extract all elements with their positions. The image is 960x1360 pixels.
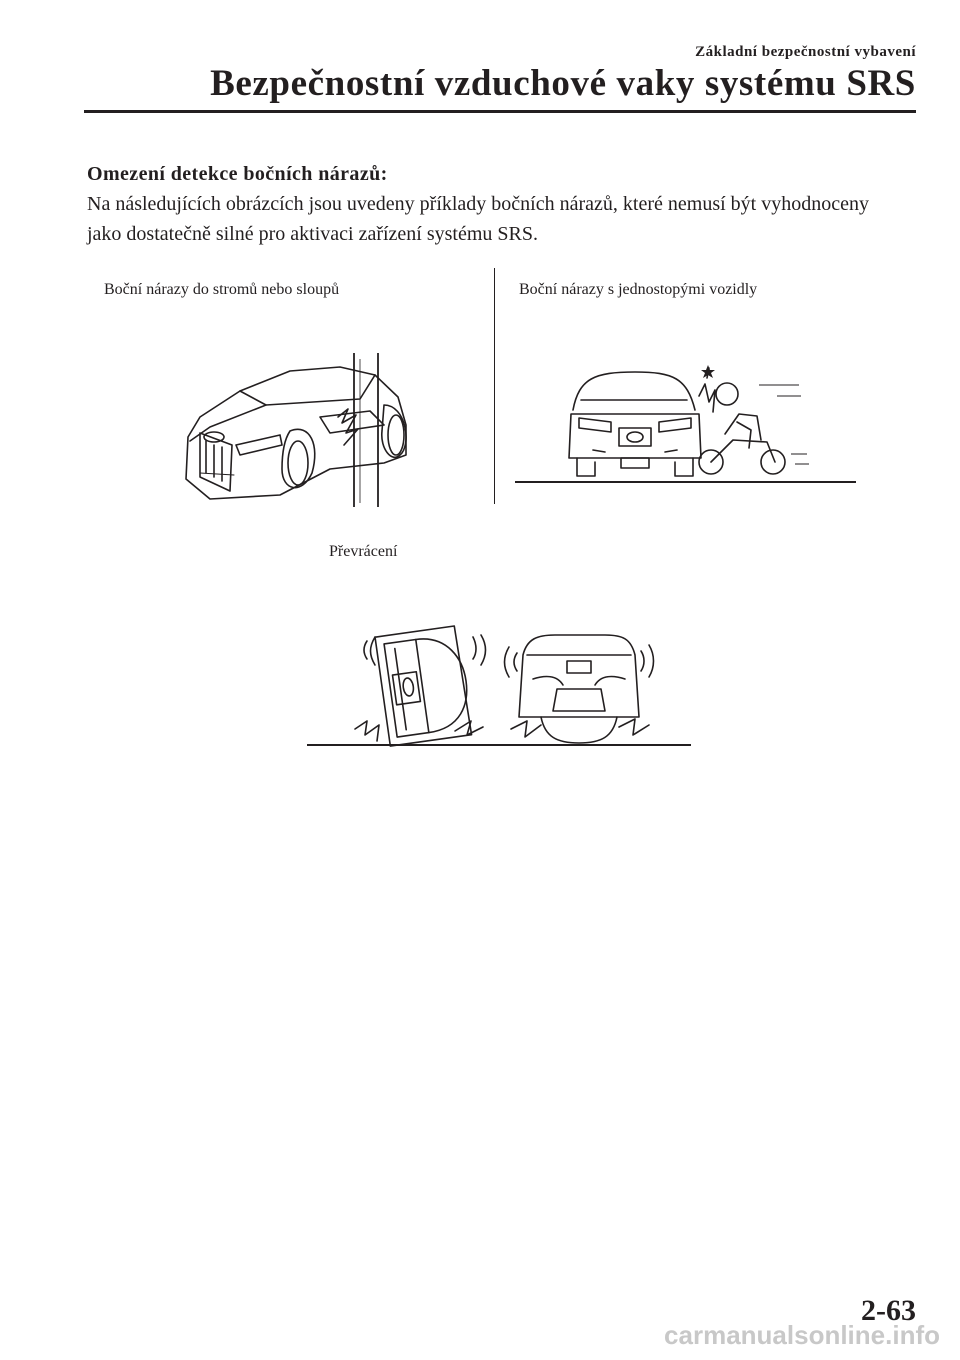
rollover-caption: Převrácení bbox=[329, 543, 398, 560]
site-watermark[interactable]: carmanualsonline.info bbox=[664, 1320, 940, 1350]
rollover-illustration bbox=[305, 625, 695, 750]
motorcycle-impact-caption: Boční nárazy s jednostopými vozidly bbox=[519, 281, 758, 298]
motorcycle-impact-illustration bbox=[515, 362, 860, 487]
section-heading: Omezení detekce bočních nárazů: bbox=[87, 163, 388, 185]
header-rule bbox=[84, 110, 916, 113]
pole-impact-caption: Boční nárazy do stromů nebo sloupů bbox=[104, 281, 340, 298]
section-kicker: Základní bezpečnostní vybavení bbox=[695, 44, 916, 60]
page-number: 2-63 bbox=[861, 1294, 916, 1327]
pole-impact-illustration bbox=[170, 345, 420, 510]
page-title: Bezpečnostní vzduchové vaky systému SRS bbox=[210, 63, 916, 104]
body-paragraph: Na následujících obrázcích jsou uvedeny příklady bočních nárazů, které nemusí být vyhodnoceny jako dostatečně silné pro aktivaci zařízení systému SRS. bbox=[87, 193, 869, 245]
figure-divider bbox=[494, 268, 495, 504]
